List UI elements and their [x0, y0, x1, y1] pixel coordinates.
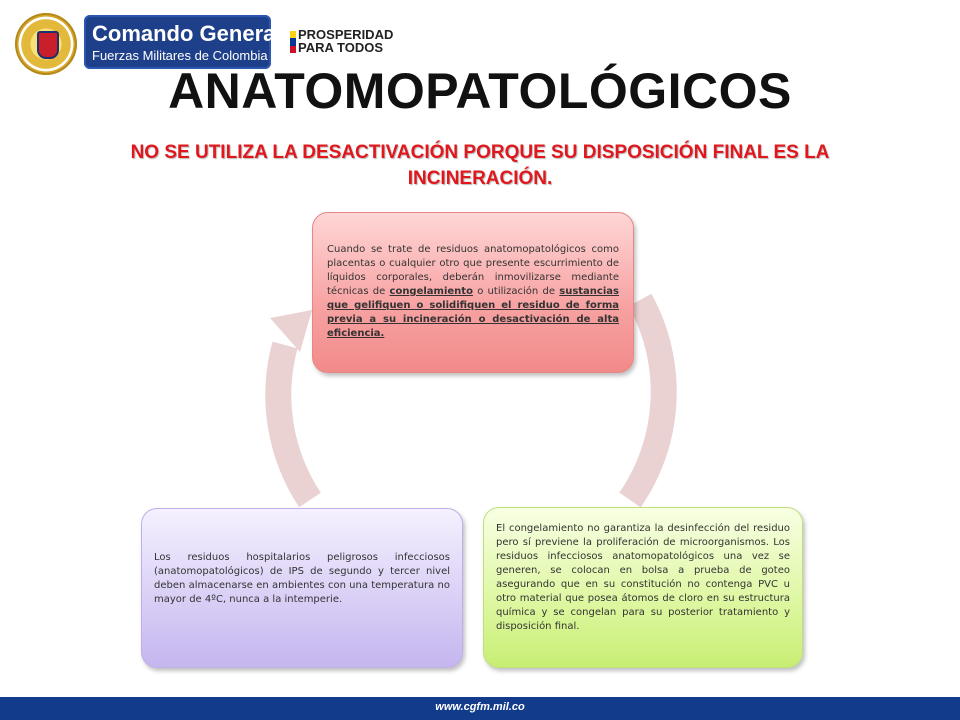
prosperidad-line2: PARA TODOS	[298, 40, 383, 55]
top-info-box	[312, 212, 634, 373]
logo-subtitle: Fuerzas Militares de Colombia	[92, 48, 268, 63]
prosperidad-line1: PROSPERIDAD	[298, 27, 394, 42]
right-info-box	[483, 507, 803, 668]
top-box-highlight-congelamiento: congelamiento	[389, 286, 473, 297]
page-title: ANATOMOPATOLÓGICOS	[168, 63, 792, 119]
top-box-text-a: Cuando se trate de residuos anatomopatológicos como placentas o cualquier otro que presente escurrimiento de líquidos corporales, deberán inmovilizarse mediante técnicas de	[327, 244, 619, 297]
footer-url-link[interactable]: www.cgfm.mil.co	[435, 701, 525, 713]
left-info-box	[141, 508, 463, 668]
top-box-highlight-sustancias: sustancias que gelifiquen o solidifiquen el residuo de forma previa a su incineración o desactivación de alta eficiencia.	[327, 286, 619, 339]
logo-title: Comando General	[92, 21, 282, 46]
right-box-text: El congelamiento no garantiza la desinfección del residuo pero sí previene la proliferación de microorganismos. Los residuos infecciosos anatomopatológicos una vez se generen, se colocan en bolsa a prueba de goteo asegurando que en su constitución no contenga PVC u otro material que posea átomos de cloro en su estructura química y se congelan para su posterior tratamiento y disposición final.	[496, 523, 790, 632]
footer-bar	[0, 697, 960, 720]
top-box-text-c: o utilización de	[472, 286, 560, 297]
left-box-text: Los residuos hospitalarios peligrosos infecciosos (anatomopatológicos) de IPS de segundo y tercer nivel deben almacenarse en ambientes con una temperatura no mayor de 4ºC, nunca a la intemperie.	[154, 552, 450, 605]
page-subtitle: NO SE UTILIZA LA DESACTIVACIÓN PORQUE SU DISPOSICIÓN FINAL ES LA INCINERACIÓN.	[130, 142, 830, 189]
